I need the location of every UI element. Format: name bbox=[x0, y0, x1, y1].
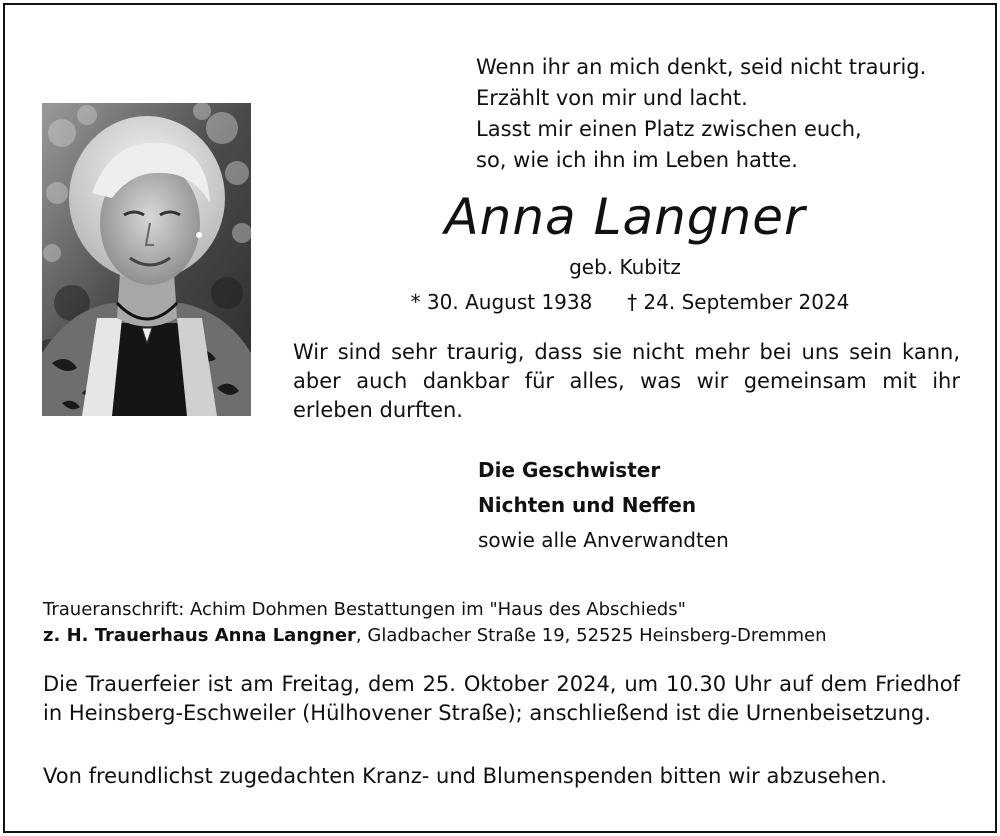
poem-line: so, wie ich ihn im Leben hatte. bbox=[476, 148, 798, 172]
birth-date: * 30. August 1938 bbox=[410, 290, 593, 314]
grief-text: Wir sind sehr traurig, dass sie nicht mehr bei uns sein kann, aber auch dankbar für alles, was wir gemeinsam mit ihr erleben durften. bbox=[293, 340, 960, 422]
poem bbox=[476, 52, 926, 176]
closing-note: Von freundlichst zugedachten Kranz- und Blumenspenden bitten wir abzusehen. bbox=[43, 764, 888, 788]
address-line-1: Traueranschrift: Achim Dohmen Bestattungen im "Haus des Abschieds" bbox=[43, 599, 686, 620]
address-line-2 bbox=[43, 623, 827, 649]
portrait-photo bbox=[42, 103, 251, 416]
signer-nieces-nephews: Nichten und Neffen bbox=[478, 493, 697, 517]
address-recipient: z. H. Trauerhaus Anna Langner bbox=[43, 625, 356, 646]
signers bbox=[478, 453, 729, 558]
maiden-name: geb. Kubitz bbox=[569, 255, 681, 279]
signer-relatives: sowie alle Anverwandten bbox=[478, 528, 729, 552]
signer-siblings: Die Geschwister bbox=[478, 458, 661, 482]
poem-line: Lasst mir einen Platz zwischen euch, bbox=[476, 117, 862, 141]
poem-line: Erzählt von mir und lacht. bbox=[476, 86, 748, 110]
address-street: , Gladbacher Straße 19, 52525 Heinsberg-Dremmen bbox=[355, 625, 827, 646]
deceased-name: Anna Langner bbox=[444, 188, 806, 246]
poem-line: Wenn ihr an mich denkt, seid nicht traurig. bbox=[476, 55, 927, 79]
portrait-illustration bbox=[42, 103, 251, 416]
service-info: Die Trauerfeier ist am Freitag, dem 25. Oktober 2024, um 10.30 Uhr auf dem Friedhof in Heinsberg-Eschweiler (Hülhovener Straße); anschließend ist die Urnenbeisetzung. bbox=[43, 672, 960, 725]
death-date: † 24. September 2024 bbox=[627, 290, 850, 314]
mourning-address bbox=[43, 597, 827, 649]
life-dates bbox=[380, 290, 880, 314]
